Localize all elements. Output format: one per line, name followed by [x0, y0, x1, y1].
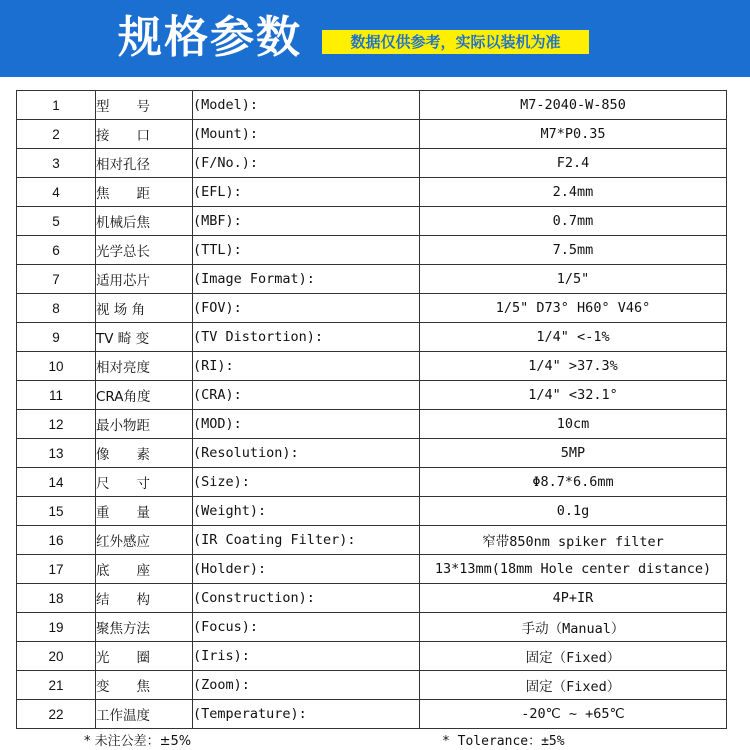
table-row [17, 439, 727, 468]
page-title: 规格参数 [118, 12, 302, 63]
param-name-cn: 底 座 [96, 555, 193, 584]
row-index: 20 [17, 642, 96, 671]
param-name-cn: 聚焦方法 [96, 613, 193, 642]
row-index: 13 [17, 439, 96, 468]
param-name-en: (Size): [193, 468, 420, 497]
param-name-en: (FOV): [193, 294, 420, 323]
header-banner [0, 0, 750, 77]
param-value: -20℃ ~ +65℃ [420, 700, 727, 729]
param-name-en: (F/No.): [193, 149, 420, 178]
disclaimer-badge: 数据仅供参考，实际以装机为准 [322, 30, 589, 54]
param-name-cn: 型 号 [96, 91, 193, 120]
param-value: 1/5" D73° H60° V46° [420, 294, 727, 323]
table-row [17, 178, 727, 207]
param-name-en: (Construction): [193, 584, 420, 613]
param-name-cn: 工作温度 [96, 700, 193, 729]
table-row [17, 613, 727, 642]
param-value: 固定（Fixed） [420, 642, 727, 671]
param-value: 1/4" <32.1° [420, 381, 727, 410]
table-row [17, 149, 727, 178]
param-name-cn: 接 口 [96, 120, 193, 149]
row-index: 22 [17, 700, 96, 729]
table-row [17, 526, 727, 555]
spec-table-body [17, 91, 727, 729]
table-row [17, 584, 727, 613]
table-row [17, 207, 727, 236]
param-value: 0.7mm [420, 207, 727, 236]
table-row [17, 120, 727, 149]
param-name-en: (Resolution): [193, 439, 420, 468]
table-row [17, 671, 727, 700]
param-name-en: (IR Coating Filter): [193, 526, 420, 555]
param-value: F2.4 [420, 149, 727, 178]
table-row [17, 555, 727, 584]
param-name-cn: 变 焦 [96, 671, 193, 700]
table-row [17, 91, 727, 120]
param-name-cn: 重 量 [96, 497, 193, 526]
param-name-en: (MOD): [193, 410, 420, 439]
param-value: 7.5mm [420, 236, 727, 265]
param-name-en: (CRA): [193, 381, 420, 410]
param-name-en: (MBF): [193, 207, 420, 236]
param-name-en: (TTL): [193, 236, 420, 265]
row-index: 5 [17, 207, 96, 236]
param-value: 手动（Manual） [420, 613, 727, 642]
table-row [17, 323, 727, 352]
param-name-cn: CRA角度 [96, 381, 193, 410]
param-value: 1/5" [420, 265, 727, 294]
table-row [17, 410, 727, 439]
table-row [17, 236, 727, 265]
param-name-en: (Zoom): [193, 671, 420, 700]
param-value: 窄带850nm spiker filter [420, 526, 727, 555]
param-value: 5MP [420, 439, 727, 468]
param-name-en: (Temperature): [193, 700, 420, 729]
param-value: Φ8.7*6.6mm [420, 468, 727, 497]
param-name-en: (Model): [193, 91, 420, 120]
param-value: 4P+IR [420, 584, 727, 613]
param-value: 固定（Fixed） [420, 671, 727, 700]
row-index: 3 [17, 149, 96, 178]
row-index: 10 [17, 352, 96, 381]
param-name-en: (Weight): [193, 497, 420, 526]
tolerance-note-en: * Tolerance：±5% [442, 734, 565, 749]
param-name-cn: TV 畸 变 [96, 323, 193, 352]
row-index: 4 [17, 178, 96, 207]
param-value: 1/4" <-1% [420, 323, 727, 352]
spec-table [16, 90, 727, 729]
param-value: 0.1g [420, 497, 727, 526]
param-name-cn: 机械后焦 [96, 207, 193, 236]
param-name-cn: 结 构 [96, 584, 193, 613]
row-index: 1 [17, 91, 96, 120]
table-row [17, 381, 727, 410]
param-name-cn: 像 素 [96, 439, 193, 468]
param-name-cn: 焦 距 [96, 178, 193, 207]
table-row [17, 294, 727, 323]
param-name-cn: 光 圈 [96, 642, 193, 671]
param-value: 10cm [420, 410, 727, 439]
table-row [17, 642, 727, 671]
param-name-cn: 最小物距 [96, 410, 193, 439]
row-index: 9 [17, 323, 96, 352]
table-row [17, 352, 727, 381]
row-index: 7 [17, 265, 96, 294]
row-index: 21 [17, 671, 96, 700]
row-index: 17 [17, 555, 96, 584]
param-name-cn: 适用芯片 [96, 265, 193, 294]
param-value: M7-2040-W-850 [420, 91, 727, 120]
row-index: 6 [17, 236, 96, 265]
table-row [17, 468, 727, 497]
param-value: 2.4mm [420, 178, 727, 207]
row-index: 19 [17, 613, 96, 642]
param-name-en: (RI): [193, 352, 420, 381]
row-index: 16 [17, 526, 96, 555]
param-name-cn: 光学总长 [96, 236, 193, 265]
param-name-en: (TV Distortion): [193, 323, 420, 352]
row-index: 12 [17, 410, 96, 439]
row-index: 8 [17, 294, 96, 323]
param-value: 13*13mm(18mm Hole center distance) [420, 555, 727, 584]
row-index: 2 [17, 120, 96, 149]
param-name-en: (Mount): [193, 120, 420, 149]
param-name-en: (Image Format): [193, 265, 420, 294]
param-name-cn: 相对亮度 [96, 352, 193, 381]
row-index: 14 [17, 468, 96, 497]
param-name-cn: 相对孔径 [96, 149, 193, 178]
row-index: 11 [17, 381, 96, 410]
param-name-en: (EFL): [193, 178, 420, 207]
table-row [17, 265, 727, 294]
table-row [17, 700, 727, 729]
param-name-en: (Focus): [193, 613, 420, 642]
table-row [17, 497, 727, 526]
row-index: 18 [17, 584, 96, 613]
param-value: M7*P0.35 [420, 120, 727, 149]
param-name-en: (Iris): [193, 642, 420, 671]
param-name-cn: 视 场 角 [96, 294, 193, 323]
param-value: 1/4" >37.3% [420, 352, 727, 381]
tolerance-note-cn: * 未注公差：±5% [84, 734, 192, 749]
param-name-cn: 尺 寸 [96, 468, 193, 497]
param-name-cn: 红外感应 [96, 526, 193, 555]
param-name-en: (Holder): [193, 555, 420, 584]
row-index: 15 [17, 497, 96, 526]
